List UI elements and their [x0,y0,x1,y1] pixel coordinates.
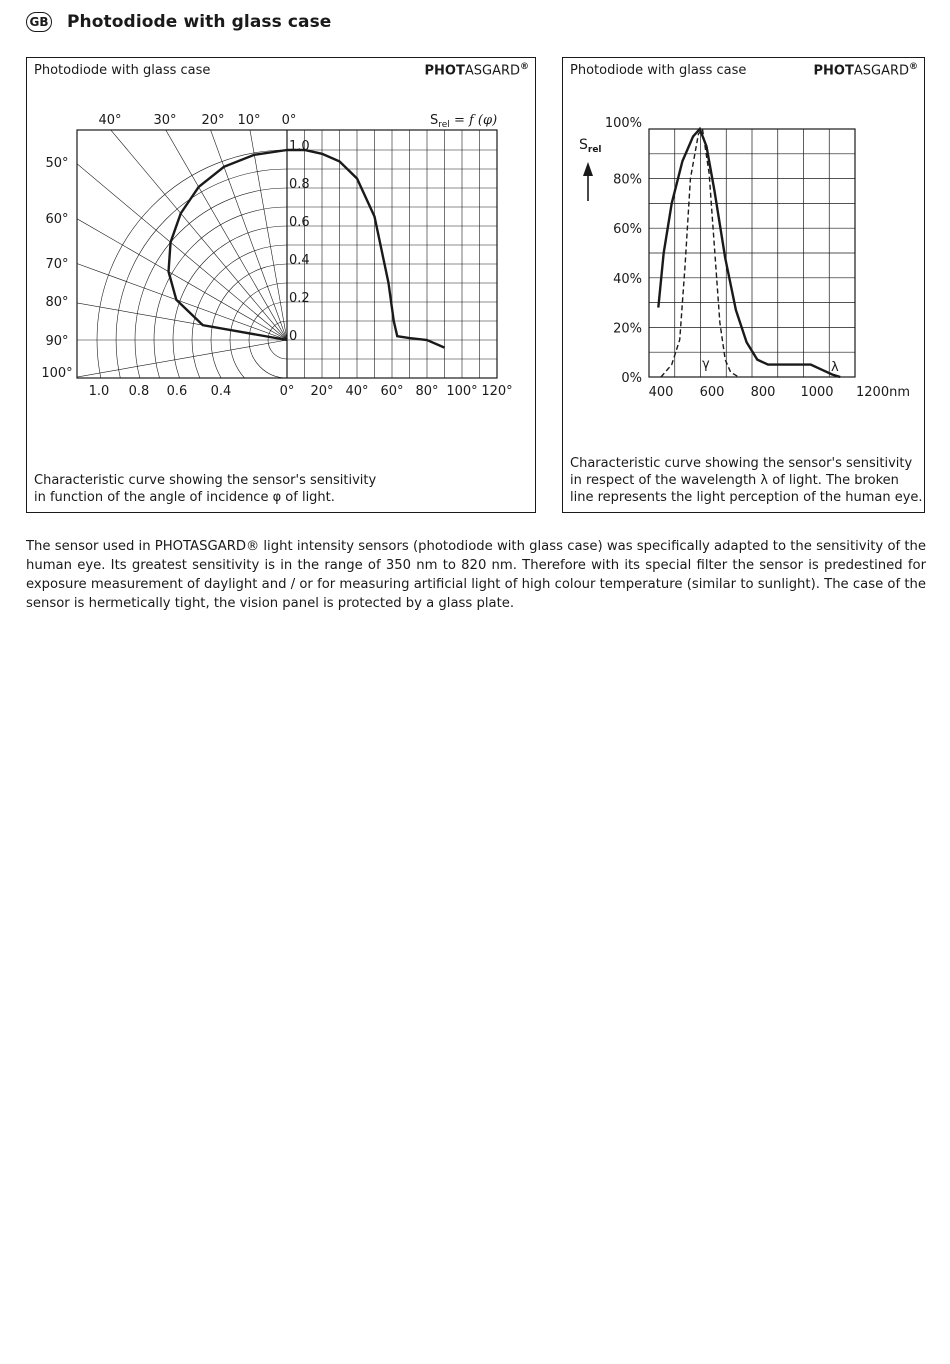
x-tick-label: 20° [310,384,334,399]
radius-label: 1.0 [88,384,110,399]
gamma-label: γ [702,357,710,372]
description-paragraph: The sensor used in PHOTASGARD® light intensity sensors (photodiode with glass case) was specifically adapted to the sensitivity of the human eye. Its greatest sensitivity is in the range of 350 nm to 820 nm. Therefore with its special filter the sensor is predestined for exposure measurement of daylight and / or for measuring artificial light of high colour temperature (similar to sunlight). The case of the sensor is hermetically tight, the vision panel is protected by a glass plate. [26,539,926,611]
x-tick-label: 800 [750,385,776,400]
brand-logo: PHOTASGARD® [424,62,529,79]
left-angle-label: 80° [45,295,69,310]
y-axis-label: $S_{rel}$ [579,137,602,155]
radius-label: 0.6 [166,384,188,399]
top-angle-label: 10° [237,113,261,128]
linear-grid [287,130,497,378]
y-tick-label: 40% [613,271,642,287]
y-tick-label: 0.2 [289,291,310,306]
panel-title: Photodiode with glass case [34,63,211,78]
polar-ring [116,169,287,458]
x-tick-label: 100° [446,384,478,399]
angle-chart [27,58,537,458]
y-tick-label: 0.4 [289,253,310,268]
left-angle-label: 90° [45,334,69,349]
top-angle-label: 30° [153,113,177,128]
x-tick-label: 1200nm [856,385,910,400]
left-angle-label: 60° [45,212,69,227]
axis-labels [605,116,910,400]
radius-label: 0.8 [128,384,150,399]
wavelength-chart [563,58,926,458]
panel-caption: Characteristic curve showing the sensor's sensitivity in respect of the wavelength λ of light. The broken line represents the light perception of the human eye. [570,456,923,505]
y-tick-label: 0.8 [289,177,310,192]
page-title: Photodiode with glass case [67,12,332,32]
y-tick-label: 0.6 [289,215,310,230]
lambda-label: λ [831,360,839,375]
language-badge: GB [26,12,52,32]
y-tick-label: 80% [613,172,642,188]
y-tick-label: 100% [604,116,642,131]
wavelength-chart-panel [562,57,925,513]
y-tick-label: 0% [621,371,642,386]
panel-caption: Characteristic curve showing the sensor's sensitivity in function of the angle of incidence φ of light. [34,473,377,505]
x-tick-label: 40° [345,384,369,399]
angle-chart-panel [26,57,536,513]
x-tick-label: 1000 [800,385,834,400]
panel-title: Photodiode with glass case [570,63,747,78]
left-angle-label: 50° [45,156,69,171]
linear-sensitivity-curve [287,150,445,348]
y-tick-label: 60% [613,222,642,238]
formula-label: $S_{rel} = f$ (φ) [430,113,498,130]
x-tick-label: 400 [648,385,674,400]
left-angle-label: 100° [41,366,73,381]
y-tick-label: 1.0 [289,139,310,154]
polar-spoke [218,58,287,340]
arrow-head [583,162,593,176]
x-tick-label: 60° [380,384,404,399]
top-angle-label: 0° [281,113,297,128]
left-angle-label: 70° [45,257,69,272]
polar-spoke [87,58,287,340]
brand-logo: PHOTASGARD® [813,62,918,79]
x-tick-label: 80° [415,384,439,399]
top-angle-label: 20° [201,113,225,128]
y-tick-label: 0 [289,329,298,344]
top-angle-label: 40° [98,113,122,128]
y-tick-label: 20% [613,321,642,337]
radius-label: 0.4 [210,384,232,399]
x-tick-label: 120° [481,384,513,399]
x-tick-label: 600 [699,385,725,400]
x-tick-label: 0° [279,384,295,399]
